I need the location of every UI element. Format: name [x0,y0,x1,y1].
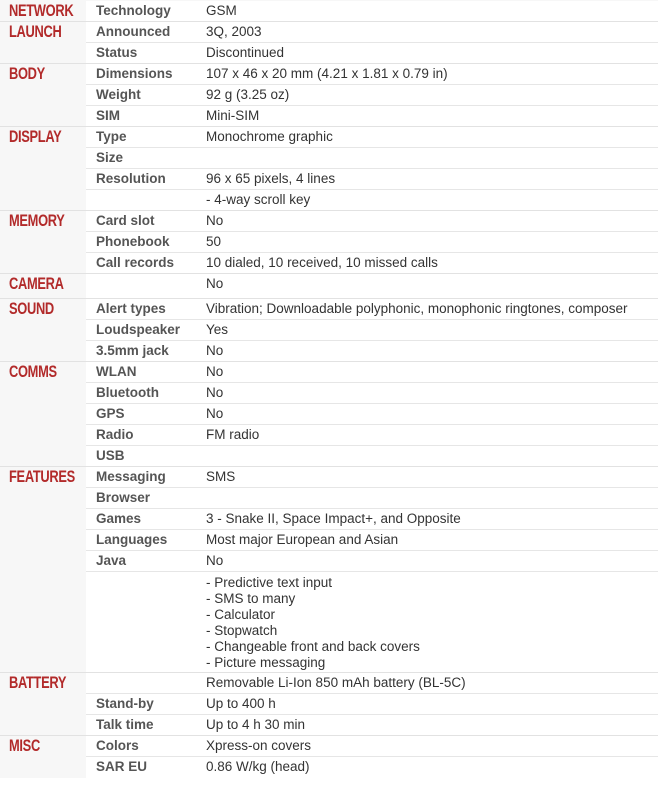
spec-row [0,341,658,362]
spec-category [0,694,86,715]
spec-value-line: Up to 4 h 30 min [206,717,306,732]
spec-label: Size [86,148,196,169]
spec-label: 3.5mm jack [86,341,196,362]
spec-category [0,43,86,64]
spec-label [86,190,196,211]
spec-row [0,190,658,211]
spec-value-line: No [206,406,224,421]
spec-category [0,211,86,232]
spec-value [196,299,658,320]
spec-category-label: CAMERA [9,275,64,293]
spec-value-line: Yes [206,322,229,337]
spec-category [0,274,86,299]
spec-value-line: 96 x 65 pixels, 4 lines [206,171,336,186]
spec-label: Java [86,551,196,572]
spec-value [196,341,658,362]
spec-category [0,232,86,253]
spec-category [0,341,86,362]
spec-value-line: GSM [206,3,237,18]
spec-label: Technology [86,1,196,22]
spec-value [196,106,658,127]
spec-value [196,85,658,106]
spec-category [0,85,86,106]
spec-value-line: No [206,213,224,228]
spec-label: Browser [86,488,196,509]
spec-label: USB [86,446,196,467]
spec-category-label: MEMORY [9,212,65,230]
spec-value-line: - Picture messaging [206,655,326,670]
spec-category-label: DISPLAY [9,128,62,146]
spec-label: Talk time [86,715,196,736]
spec-value [196,446,658,467]
spec-row [0,404,658,425]
spec-category [0,1,86,22]
spec-value [196,190,658,211]
spec-value [196,404,658,425]
spec-value-line: Xpress-on covers [206,738,312,753]
spec-label: GPS [86,404,196,425]
spec-value [196,736,658,757]
spec-row [0,383,658,404]
spec-category [0,530,86,551]
spec-label: Resolution [86,169,196,190]
spec-category-label: BODY [9,65,45,83]
spec-category [0,127,86,148]
spec-value [196,211,658,232]
spec-row [0,488,658,509]
spec-value-line: Up to 400 h [206,696,276,711]
spec-category-label: MISC [9,737,40,755]
spec-category [0,404,86,425]
spec-value [196,509,658,530]
spec-value [196,467,658,488]
spec-label: Colors [86,736,196,757]
spec-value-line: - SMS to many [206,591,296,606]
spec-row [0,694,658,715]
spec-row [0,211,658,232]
spec-value [196,425,658,446]
spec-value [196,169,658,190]
spec-category [0,551,86,572]
spec-value-line: Monochrome graphic [206,129,333,144]
spec-label [86,572,196,673]
spec-value-line: 3 - Snake II, Space Impact+, and Opposite [206,511,461,526]
spec-row [0,551,658,572]
spec-category [0,64,86,85]
spec-value [196,232,658,253]
spec-row [0,127,658,148]
spec-category [0,299,86,320]
spec-row [0,757,658,778]
spec-row [0,274,658,299]
spec-value [196,148,658,169]
spec-row [0,425,658,446]
spec-value [196,362,658,383]
specs-table-body [0,1,658,778]
spec-category [0,148,86,169]
spec-value [196,320,658,341]
spec-value [196,383,658,404]
spec-row [0,106,658,127]
spec-row [0,320,658,341]
spec-value-line: No [206,343,224,358]
spec-value-line: No [206,364,224,379]
spec-row [0,43,658,64]
spec-label: Alert types [86,299,196,320]
spec-category [0,22,86,43]
spec-category [0,446,86,467]
spec-label: Announced [86,22,196,43]
spec-value-line: - Stopwatch [206,623,278,638]
spec-row [0,530,658,551]
spec-label: SIM [86,106,196,127]
spec-category [0,425,86,446]
spec-category [0,253,86,274]
spec-value-line: Removable Li-Ion 850 mAh battery (BL-5C) [206,675,466,690]
spec-category [0,488,86,509]
spec-row [0,715,658,736]
spec-value-line: 0.86 W/kg (head) [206,759,310,774]
spec-value-line: No [206,385,224,400]
spec-category [0,757,86,778]
spec-value-line: - Changeable front and back covers [206,639,420,654]
spec-category [0,715,86,736]
spec-row [0,299,658,320]
spec-category [0,362,86,383]
spec-value-line: 92 g (3.25 oz) [206,87,290,102]
spec-row [0,509,658,530]
spec-value-line: Mini-SIM [206,108,260,123]
spec-label: Dimensions [86,64,196,85]
spec-value [196,694,658,715]
spec-row [0,446,658,467]
spec-row [0,362,658,383]
spec-value [196,673,658,694]
spec-label: Games [86,509,196,530]
spec-row [0,232,658,253]
spec-row [0,64,658,85]
spec-value-line: 107 x 46 x 20 mm (4.21 x 1.81 x 0.79 in) [206,66,448,81]
spec-value-line: - Calculator [206,607,276,622]
spec-category-label: BATTERY [9,674,67,692]
spec-label [86,274,196,299]
spec-row [0,1,658,22]
spec-label: Bluetooth [86,383,196,404]
spec-label: Status [86,43,196,64]
spec-value-line: No [206,276,224,291]
spec-value-line: Most major European and Asian [206,532,399,547]
spec-category-label: LAUNCH [9,23,62,41]
spec-row [0,22,658,43]
spec-category-label: FEATURES [9,468,75,486]
spec-value [196,43,658,64]
spec-category [0,509,86,530]
spec-label: SAR EU [86,757,196,778]
spec-category [0,169,86,190]
spec-value-line: 10 dialed, 10 received, 10 missed calls [206,255,438,270]
spec-label: Weight [86,85,196,106]
spec-value [196,715,658,736]
spec-value [196,64,658,85]
spec-category [0,383,86,404]
spec-value [196,488,658,509]
spec-value [196,757,658,778]
spec-value-line: FM radio [206,427,260,442]
spec-label: Messaging [86,467,196,488]
spec-value-line: Vibration; Downloadable polyphonic, monophonic ringtones, composer [206,301,628,316]
spec-category-label: SOUND [9,300,54,318]
spec-category [0,572,86,673]
spec-value [196,274,658,299]
spec-row [0,736,658,757]
spec-label: Type [86,127,196,148]
spec-value [196,253,658,274]
spec-category [0,320,86,341]
spec-value [196,127,658,148]
spec-row [0,169,658,190]
spec-category [0,736,86,757]
spec-value [196,1,658,22]
spec-value [196,572,658,673]
spec-category [0,106,86,127]
spec-row [0,572,658,673]
spec-category [0,673,86,694]
spec-row [0,673,658,694]
spec-category [0,190,86,211]
spec-label: Card slot [86,211,196,232]
spec-value-line: 3Q, 2003 [206,24,262,39]
spec-value-line: Discontinued [206,45,285,60]
spec-label: Call records [86,253,196,274]
spec-category [0,467,86,488]
spec-label: Radio [86,425,196,446]
spec-value-line: - Predictive text input [206,575,333,590]
spec-label: WLAN [86,362,196,383]
spec-row [0,253,658,274]
spec-value-line: - 4-way scroll key [206,192,311,207]
spec-row [0,148,658,169]
spec-value-line: SMS [206,469,236,484]
spec-label: Loudspeaker [86,320,196,341]
spec-category-label: NETWORK [9,2,74,20]
spec-label: Phonebook [86,232,196,253]
spec-label: Languages [86,530,196,551]
spec-label: Stand-by [86,694,196,715]
spec-row [0,467,658,488]
spec-row [0,85,658,106]
spec-value-line: No [206,553,224,568]
spec-value-line: 50 [206,234,222,249]
spec-category-label: COMMS [9,363,57,381]
spec-value [196,22,658,43]
spec-value [196,551,658,572]
spec-label [86,673,196,694]
spec-value [196,530,658,551]
